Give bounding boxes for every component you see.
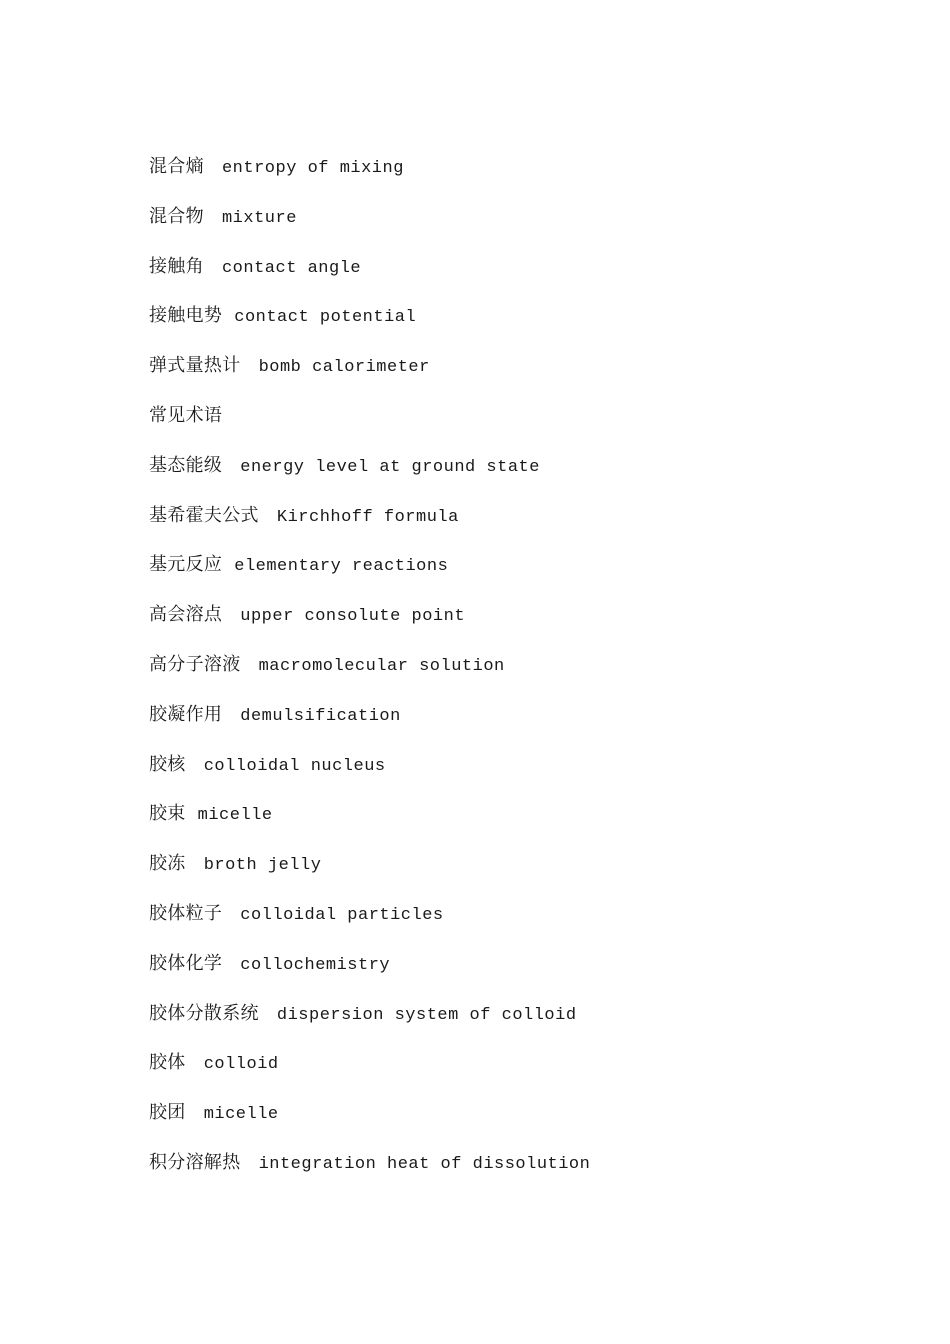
term-chinese: 胶凝作用: [149, 703, 223, 725]
term-english: collochemistry: [240, 955, 391, 975]
glossary-entry: [149, 550, 849, 600]
term-english: integration heat of dissolution: [258, 1154, 591, 1174]
term-english: energy level at ground state: [240, 457, 540, 477]
glossary-entry: [149, 252, 849, 302]
term-english: broth jelly: [203, 856, 322, 876]
term-chinese: 混合熵: [149, 156, 204, 177]
term-chinese: 接触电势: [149, 305, 223, 327]
term-english: macromolecular solution: [258, 656, 505, 676]
glossary-entry: [149, 700, 849, 750]
glossary-entry: [149, 949, 849, 999]
term-english: micelle: [203, 1105, 279, 1125]
term-english: contact angle: [221, 258, 362, 278]
term-chinese: 胶团: [149, 1102, 186, 1124]
term-chinese: 基态能级: [149, 454, 223, 476]
glossary-entry: [149, 650, 849, 700]
term-english: Kirchhoff formula: [276, 507, 459, 527]
term-chinese: 积分溶解热: [149, 1151, 241, 1173]
glossary-list: [149, 152, 849, 1198]
term-chinese: 基元反应: [149, 554, 223, 576]
term-chinese: 胶体分散系统: [149, 1002, 259, 1024]
term-chinese: 胶体: [149, 1052, 186, 1074]
glossary-entry: [149, 799, 849, 849]
glossary-entry: [149, 899, 849, 949]
term-english: micelle: [197, 806, 273, 826]
glossary-entry: [149, 1048, 849, 1098]
glossary-entry: [149, 1098, 849, 1148]
term-chinese: 基希霍夫公式: [149, 504, 259, 526]
heading-text: 常见术语: [149, 404, 223, 426]
section-heading: [149, 401, 849, 451]
glossary-entry: [149, 849, 849, 899]
term-english: colloid: [203, 1055, 279, 1075]
glossary-entry: [149, 501, 849, 551]
term-chinese: 胶体化学: [149, 952, 223, 974]
glossary-entry: [149, 351, 849, 401]
glossary-entry: [149, 451, 849, 501]
term-chinese: 胶束: [149, 803, 186, 825]
glossary-entry: [149, 750, 849, 800]
term-chinese: 高分子溶液: [149, 653, 241, 675]
glossary-entry: [149, 202, 849, 252]
term-english: colloidal nucleus: [203, 756, 386, 776]
term-chinese: 胶冻: [149, 853, 186, 875]
term-english: demulsification: [240, 706, 401, 726]
term-english: dispersion system of colloid: [276, 1005, 577, 1025]
glossary-entry: [149, 1148, 849, 1198]
term-chinese: 胶体粒子: [149, 902, 223, 924]
term-english: colloidal particles: [240, 905, 444, 925]
term-chinese: 接触角: [149, 255, 204, 277]
term-chinese: 胶核: [149, 753, 186, 775]
term-english: entropy of mixing: [221, 159, 404, 178]
term-chinese: 弹式量热计: [149, 355, 241, 377]
term-english: contact potential: [234, 308, 417, 328]
term-chinese: 高会溶点: [149, 604, 223, 626]
glossary-entry: [149, 999, 849, 1049]
term-english: mixture: [221, 208, 297, 228]
term-english: elementary reactions: [234, 557, 449, 577]
glossary-entry: [149, 301, 849, 351]
glossary-entry: [149, 152, 849, 202]
term-english: bomb calorimeter: [258, 358, 430, 378]
term-english: upper consolute point: [240, 607, 466, 627]
glossary-entry: [149, 600, 849, 650]
term-chinese: 混合物: [149, 205, 204, 227]
